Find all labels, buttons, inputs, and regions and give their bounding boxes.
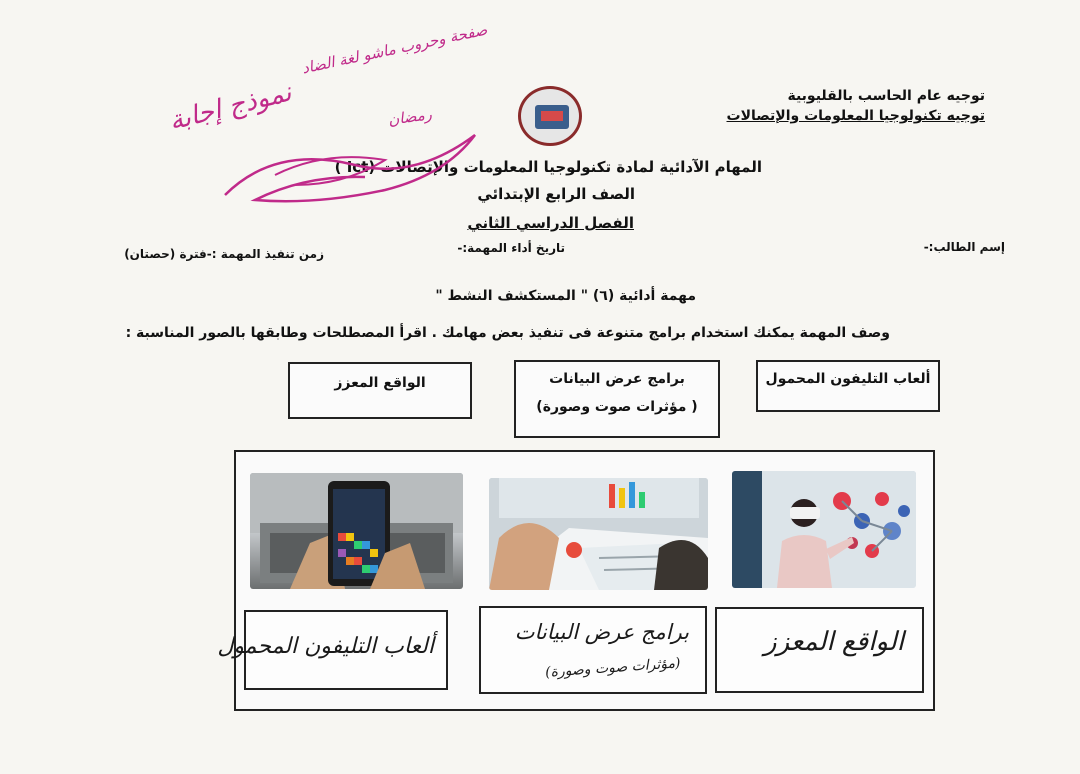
stamp-top-line: صفحة وحروب ماشو لغة الضاد bbox=[300, 20, 489, 78]
term-augmented-reality: الواقع المعزز bbox=[334, 375, 426, 391]
term-data-display: برامج عرض البيانات bbox=[549, 371, 685, 387]
duration-label: زمن تنفيذ المهمة :-فترة (حصتان) bbox=[124, 247, 324, 261]
answer-box-1 bbox=[217, 610, 448, 690]
grade-label: الصف الرابع الإبتدائي bbox=[477, 185, 635, 203]
header-directorate: توجيه عام الحاسب بالقليوبية bbox=[787, 88, 985, 104]
term-label: الفصل الدراسي الثاني bbox=[467, 214, 634, 232]
answer-box-3 bbox=[715, 607, 924, 693]
page-title: المهام الآدائية لمادة تكنولوجيا المعلومات والإتصالات (Ict ) bbox=[334, 158, 762, 176]
performance-date-label: تاريخ أداء المهمة:- bbox=[457, 241, 565, 255]
student-name-label: إسم الطالب:- bbox=[923, 240, 1005, 254]
stamp-name: رمضان bbox=[386, 105, 433, 129]
term-box-augmented-reality bbox=[288, 362, 472, 419]
term-box-mobile-games bbox=[756, 360, 940, 412]
task-description: وصف المهمة يمكنك استخدام برامج متنوعة فى تنفيذ بعض مهامك . اقرأ المصطلحات وطابقها بالصور المناسبة : bbox=[125, 325, 890, 341]
term-mobile-games: ألعاب التليفون المحمول bbox=[765, 371, 931, 387]
signature-scribble-icon bbox=[215, 105, 515, 215]
answer-data-display: برامج عرض البيانات bbox=[514, 620, 689, 644]
answer-mobile-games: ألعاب التليفون المحمول bbox=[217, 634, 434, 659]
term-data-display-note: ( مؤثرات صوت وصورة) bbox=[536, 399, 698, 415]
task-title: مهمة أدائية (٦) " المستكشف النشط " bbox=[435, 288, 696, 304]
vr-headset-photo bbox=[732, 471, 916, 588]
data-display-photo bbox=[489, 478, 708, 590]
term-box-data-display bbox=[514, 360, 720, 438]
directorate-logo-icon bbox=[518, 86, 582, 146]
answer-augmented-reality: الواقع المعزز bbox=[764, 627, 904, 657]
answer-box-2 bbox=[479, 606, 707, 694]
mobile-game-photo bbox=[250, 473, 463, 589]
answer-data-display-note: (مؤثرات صوت وصورة) bbox=[545, 655, 682, 681]
stamp-answer-model: نموذج إجابة bbox=[166, 77, 295, 137]
header-department: توجيه تكنولوجيا المعلومات والإتصالات bbox=[726, 108, 985, 124]
